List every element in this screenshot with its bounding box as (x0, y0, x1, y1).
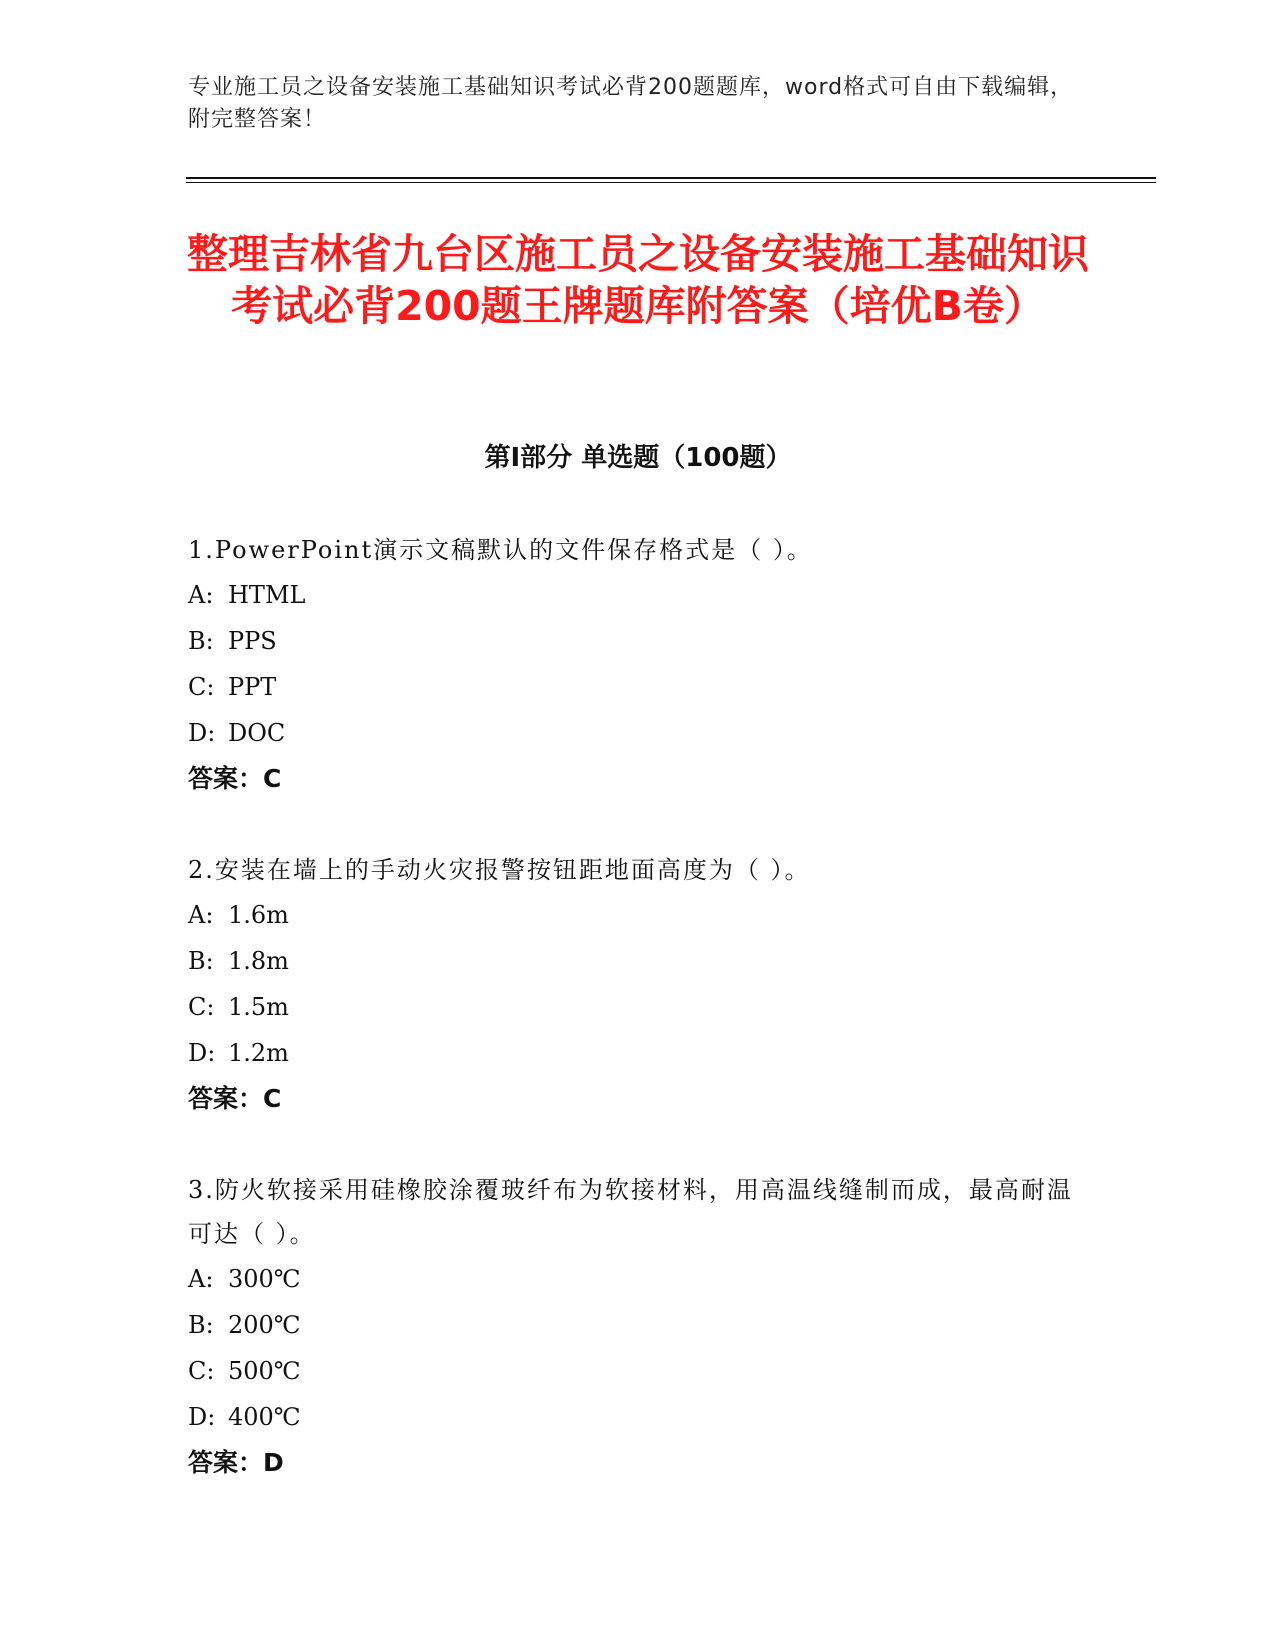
option-letter: A: (188, 581, 214, 609)
option-value: DOC (228, 719, 286, 747)
option-letter: B: (188, 947, 214, 975)
question-text: 3.防火软接采用硅橡胶涂覆玻纤布为软接材料，用高温线缝制而成，最高耐温可达（ ）。 (188, 1176, 1073, 1248)
option-value: 1.5m (228, 993, 289, 1021)
option-letter: A: (188, 1265, 214, 1293)
header-rule-thick (186, 177, 1156, 179)
option-letter: D: (188, 719, 216, 747)
option-letter: C: (188, 673, 215, 701)
header-rule-thin (186, 182, 1156, 183)
option-b (188, 938, 1088, 984)
option-value: 400℃ (228, 1403, 301, 1431)
option-letter: A: (188, 901, 214, 929)
option-a (188, 1256, 1088, 1302)
option-c (188, 664, 1088, 710)
answer-line: 答案：D (188, 1448, 284, 1477)
option-letter: D: (188, 1039, 216, 1067)
option-d (188, 1394, 1088, 1440)
question-text: 2.安装在墙上的手动火灾报警按钮距地面高度为（ ）。 (188, 856, 811, 884)
option-d (188, 710, 1088, 756)
option-b (188, 618, 1088, 664)
answer-line: 答案：C (188, 1084, 282, 1113)
option-letter: C: (188, 993, 215, 1021)
option-c (188, 984, 1088, 1030)
option-value: PPS (228, 627, 277, 655)
question-3 (188, 1168, 1088, 1486)
option-value: 1.6m (228, 901, 289, 929)
option-letter: C: (188, 1357, 215, 1385)
option-value: 200℃ (228, 1311, 301, 1339)
option-value: 300℃ (228, 1265, 301, 1293)
question-2 (188, 848, 1088, 1122)
option-value: PPT (228, 673, 277, 701)
option-c (188, 1348, 1088, 1394)
question-1 (188, 528, 1088, 802)
question-text: 1.PowerPoint演示文稿默认的文件保存格式是（ ）。 (188, 536, 813, 564)
document-title: 整理吉林省九台区施工员之设备安装施工基础知识考试必背200题王牌题库附答案（培优B卷） (187, 230, 1089, 330)
header-note: 专业施工员之设备安装施工基础知识考试必背200题题库，word格式可自由下载编辑，附完整答案！ (188, 75, 1074, 132)
answer-line: 答案：C (188, 764, 282, 793)
option-b (188, 1302, 1088, 1348)
option-letter: B: (188, 1311, 214, 1339)
option-d (188, 1030, 1088, 1076)
option-value: 500℃ (228, 1357, 301, 1385)
option-value: 1.8m (228, 947, 289, 975)
option-letter: D: (188, 1403, 216, 1431)
section-title: 第Ⅰ部分 单选题（100题） (484, 443, 792, 473)
option-a (188, 572, 1088, 618)
option-a (188, 892, 1088, 938)
option-letter: B: (188, 627, 214, 655)
option-value: HTML (228, 581, 306, 609)
option-value: 1.2m (228, 1039, 289, 1067)
